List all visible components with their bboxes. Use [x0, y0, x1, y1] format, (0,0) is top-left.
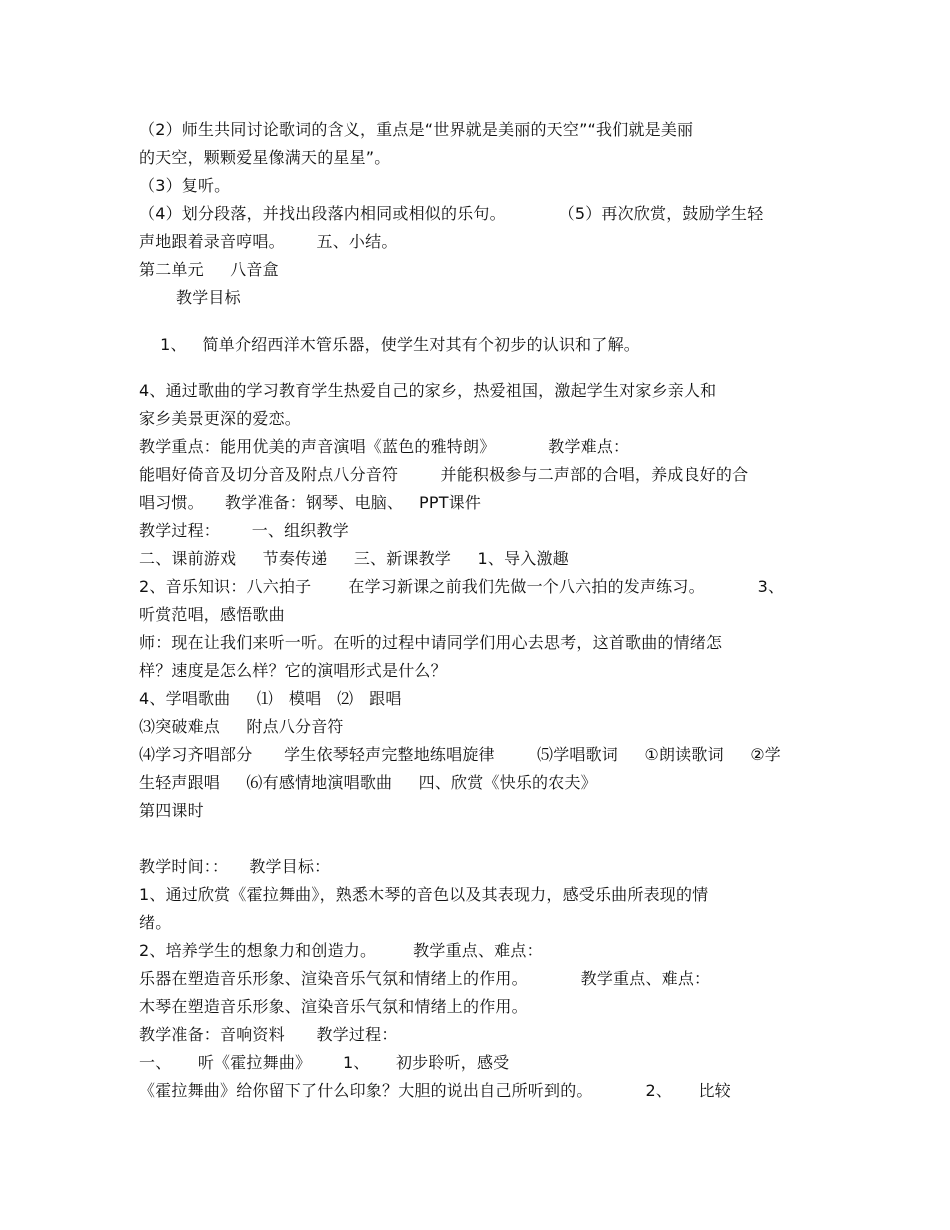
text-line: 声地跟着录音哼唱。 五、小结。 [139, 232, 398, 251]
text-line: （2）师生共同讨论歌词的含义，重点是“世界就是美丽的天空”“我们就是美丽 [139, 120, 694, 139]
text-line: 样？速度是怎么样？它的演唱形式是什么？ [139, 661, 447, 680]
text-line: 乐器在塑造音乐形象、渲染音乐气氛和情绪上的作用。 教学重点、难点： [139, 969, 711, 988]
text-line: 的天空，颗颗爱星像满天的星星”。 [139, 148, 391, 167]
text-line: 家乡美景更深的爱恋。 [139, 409, 302, 428]
text-line: （3）复听。 [139, 176, 231, 195]
text-line: 2、音乐知识：八六拍子 在学习新课之前我们先做一个八六拍的发声练习。 3、 [139, 577, 785, 596]
text-line: 1、 简单介绍西洋木管乐器，使学生对其有个初步的认识和了解。 [139, 335, 640, 354]
text-line: 教学重点：能用优美的声音演唱《蓝色的雅特朗》 教学难点： [139, 437, 630, 456]
text-line: ⑷学习齐唱部分 学生依琴轻声完整地练唱旋律 ⑸学唱歌词 ①朗读歌词 ②学 [139, 745, 781, 764]
text-line: 木琴在塑造音乐形象、渲染音乐气氛和情绪上的作用。 [139, 997, 528, 1016]
subheading: 教学目标 [139, 288, 241, 307]
section-heading: 第四课时 [139, 801, 204, 820]
text-line: 一、 听《霍拉舞曲》 1、 初步聆听，感受 [139, 1053, 510, 1072]
section-heading: 第二单元 八音盒 [139, 260, 279, 279]
text-line: 唱习惯。 教学准备：钢琴、电脑、 PPT课件 [139, 493, 482, 512]
text-line: 4、通过歌曲的学习教育学生热爱自己的家乡，热爱祖国，激起学生对家乡亲人和 [139, 381, 717, 400]
text-line: 教学时间：： 教学目标： [139, 857, 331, 876]
text-line: 生轻声跟唱 ⑹有感情地演唱歌曲 四、欣赏《快乐的农夫》 [139, 773, 597, 792]
text-line: 1、通过欣赏《霍拉舞曲》，熟悉木琴的音色以及其表现力，感受乐曲所表现的情 [139, 885, 709, 904]
text-line: 听赏范唱，感悟歌曲 [139, 605, 285, 624]
text-line: （4）划分段落，并找出段落内相同或相似的乐句。 （5）再次欣赏，鼓励学生轻 [139, 204, 764, 223]
text-line: 2、培养学生的想象力和创造力。 教学重点、难点： [139, 941, 543, 960]
text-line: 二、课前游戏 节奏传递 三、新课教学 1、导入激趣 [139, 549, 569, 568]
text-line: 能唱好倚音及切分音及附点八分音符 并能积极参与二声部的合唱，养成良好的合 [139, 465, 749, 484]
text-line: 教学过程： 一、组织教学 [139, 521, 349, 540]
text-line: 师：现在让我们来听一听。在听的过程中请同学们用心去思考，这首歌曲的情绪怎 [139, 633, 723, 652]
text-line: ⑶突破难点 附点八分音符 [139, 717, 344, 736]
text-line: 4、学唱歌曲 ⑴ 模唱 ⑵ 跟唱 [139, 689, 402, 708]
text-line: 教学准备：音响资料 教学过程： [139, 1025, 398, 1044]
text-line: 绪。 [139, 913, 172, 932]
text-line: 《霍拉舞曲》给你留下了什么印象？大胆的说出自己所听到的。 2、 比较 [139, 1081, 731, 1100]
